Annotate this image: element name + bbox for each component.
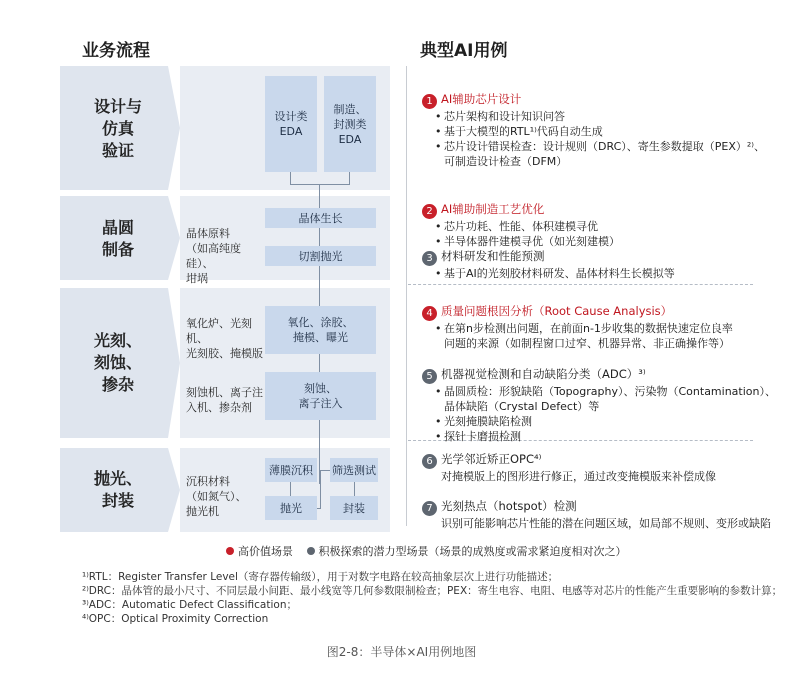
connector-test-in [320,470,330,471]
etch-implant-box: 刻蚀、 离子注入 [265,372,376,420]
connector-polish-out [317,508,321,509]
case-bullet: • 基于AI的光刻胶材料研发、晶体材料生长模拟等 [422,266,675,281]
separator-1 [408,284,753,285]
case-bullet: • 晶圆质检：形貌缺陷（Topography）、污染物（Contamination）、 晶体缺陷（Crystal Defect）等 [422,384,776,414]
footnote-3: ³⁾ADC：Automatic Defect Classification； [82,599,297,611]
legend-item-high-value: 高价值场景 [238,545,293,558]
case-description: 对掩模版上的图形进行修正，通过改变掩模版来补偿成像 [441,470,716,483]
litho-materials-2: 刻蚀机、离子注 入机、掺杂剂 [186,386,263,414]
left-header: 业务流程 [82,41,150,61]
connector-film-polish [290,482,291,496]
polish-box: 抛光 [265,496,317,520]
legend [226,543,627,559]
stage-label-design: 设计与 仿真 验证 [93,97,142,160]
packaging-box: 封装 [330,496,378,520]
footnote-1: ¹⁾RTL：Register Transfer Level（寄存器传输级），用于对数字电路在较高抽象层次上进行功能描述； [82,571,559,583]
litho-materials-1: 氧化炉、光刻机、 光刻胶、掩模版 [186,317,263,360]
case-number-badge: 1 [422,94,437,109]
case-title: 质量问题根因分析（Root Cause Analysis） [441,304,673,318]
case-title: AI辅助制造工艺优化 [441,202,545,216]
connector-test-package [354,482,355,496]
case-title: 光刻热点（hotspot）检测 [441,499,577,513]
case-number-badge: 3 [422,251,437,266]
case-number-badge: 5 [422,369,437,384]
wafer-materials: 晶体原料 （如高纯度硅）、 坩埚 [186,227,241,285]
case-6 [422,451,716,484]
case-2 [422,201,620,249]
screening-test-box: 筛选测试 [330,458,378,482]
connector-eda-join [290,184,350,185]
connector-eda2 [349,172,350,184]
stage-label-package: 抛光、 封装 [93,469,142,510]
footnotes [82,570,782,626]
stage-label-litho: 光刻、 刻蚀、 掺杂 [93,331,142,394]
case-title: 材料研发和性能预测 [441,249,545,263]
case-title: 机器视觉检测和自动缺陷分类（ADC）³⁾ [441,367,646,381]
case-bullet: • 芯片设计错误检查：设计规则（DRC）、寄生参数提取（PEX）²⁾、 可制造设计检查（DFM） [422,139,765,169]
case-bullet: • 探针卡磨损检测 [422,429,776,444]
case-bullet: • 芯片架构和设计知识问答 [422,109,765,124]
case-bullet: • 芯片功耗、性能、体积建模寻优 [422,219,620,234]
section-divider [406,66,407,526]
eda-manufacturing-box: 制造、 封测类 EDA [324,76,376,172]
case-title: AI辅助芯片设计 [441,92,522,106]
case-3 [422,248,675,281]
legend-dot-red [226,547,234,555]
case-bullet: • 基于大模型的RTL¹⁾代码自动生成 [422,124,765,139]
case-bullet: • 半导体器件建模寻优（如光刻建模） [422,234,620,249]
case-5 [422,366,776,444]
case-title: 光学邻近矫正OPC⁴⁾ [441,452,542,466]
eda-design-box: 设计类 EDA [265,76,317,172]
connector-eda1 [290,172,291,184]
case-number-badge: 7 [422,501,437,516]
right-header: 典型AI用例 [420,41,508,61]
case-1 [422,91,765,169]
figure-caption: 图2-8：半导体×AI用例地图 [326,645,477,659]
case-bullet: • 在第n步检测出问题，在前面n-1步收集的数据快速定位良率 问题的来源（如制程窗口过窄、机器异常、非正确操作等） [422,321,733,351]
footnote-2: ²⁾DRC：晶体管的最小尺寸、不同层最小间距、最小线宽等几何参数限制检查；PEX：寄生电容、电阻、电感等对芯片的性能产生重要影响的参数计算； [82,585,783,597]
legend-item-potential: 积极探索的潜力型场景（场景的成熟度或需求紧迫度相对次之） [318,545,627,558]
package-materials: 沉积材料 （如氮气）、 抛光机 [186,475,247,518]
cutting-polishing-box: 切割抛光 [265,246,376,266]
connector-polish-test [320,470,321,508]
case-7 [422,498,771,531]
case-4 [422,303,733,351]
crystal-growth-box: 晶体生长 [265,208,376,228]
oxidation-exposure-box: 氧化、涂胶、 掩模、曝光 [265,306,376,354]
case-description: 识别可能影响芯片性能的潜在问题区域，如局部不规则、变形或缺陷 [441,517,771,530]
case-number-badge: 2 [422,204,437,219]
thin-film-box: 薄膜沉积 [265,458,317,482]
legend-dot-gray [307,547,315,555]
case-number-badge: 6 [422,454,437,469]
stage-label-wafer: 晶圆 制备 [101,218,134,259]
case-bullet: • 光刻掩膜缺陷检测 [422,414,776,429]
footnote-4: ⁴⁾OPC：Optical Proximity Correction [82,613,269,625]
case-number-badge: 4 [422,306,437,321]
